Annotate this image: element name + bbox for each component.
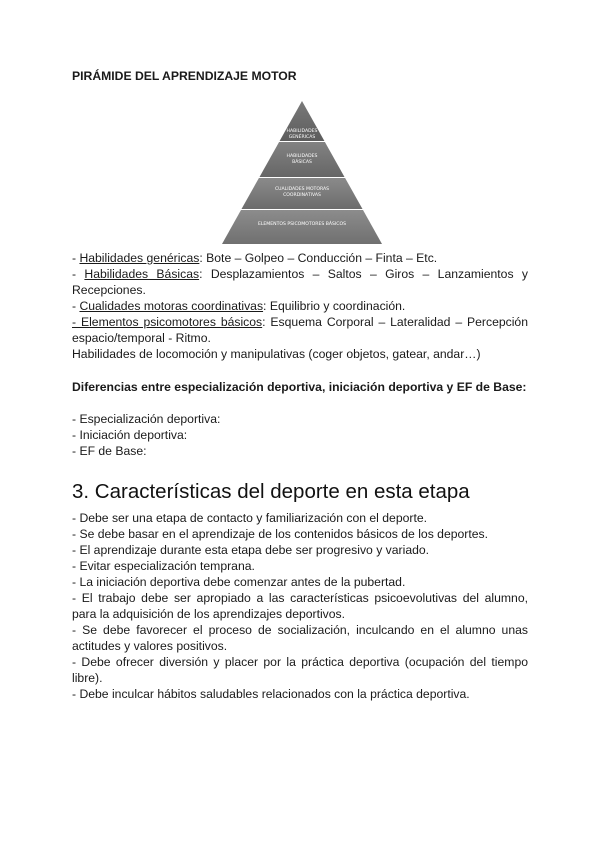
pyramid-label-3a: CUALIDADES MOTORAS — [274, 187, 330, 192]
pyramid-label-1a: HABILIDADES — [286, 129, 318, 134]
differences-heading: Diferencias entre especialización deportiva, iniciación deportiva y EF de Base: — [72, 380, 527, 394]
list-item: - Debe ofrecer diversión y placer por la práctica deportiva (ocupación del tiempo libre). — [72, 655, 528, 685]
list-item-text: : Desplazamientos – Saltos – Giros – Lanzamientos y Recepciones. — [72, 267, 528, 297]
locomotion-note: Habilidades de locomoción y manipulativas (coger objetos, gatear, andar…) — [72, 347, 481, 361]
pyramid-label-4a: ELEMENTOS PSICOMOTORES BÁSICOS — [257, 222, 347, 227]
list-item: - Especialización deportiva: — [72, 412, 221, 426]
pyramid-description-list — [72, 250, 528, 362]
list-item — [72, 266, 528, 298]
pyramid-label-2b: BÁSICAS — [292, 160, 312, 165]
list-item — [72, 250, 528, 266]
differences-block — [72, 379, 528, 459]
list-item: - Iniciación deportiva: — [72, 428, 188, 442]
pyramid-level-4 — [222, 210, 382, 244]
pyramid-label-1b: GENÉRICAS — [288, 135, 316, 140]
list-item: - EF de Base: — [72, 444, 147, 458]
list-item-prefix: - — [72, 251, 80, 265]
list-item — [72, 314, 528, 346]
list-item-term: Cualidades motoras coordinativas — [79, 299, 264, 313]
list-item-prefix: - — [72, 299, 80, 313]
list-item: - Debe ser una etapa de contacto y familiarización con el deporte. — [72, 511, 427, 525]
section-heading: 3. Características del deporte en esta etapa — [72, 480, 470, 503]
list-item: - La iniciación deportiva debe comenzar antes de la pubertad. — [72, 575, 406, 589]
list-item-term: - Elementos psicomotores básicos — [72, 315, 263, 329]
list-item-prefix: - — [72, 267, 85, 281]
pyramid-label-3b: COORDINATIVAS — [283, 193, 321, 198]
list-item-text: : Esquema Corporal – Lateralidad – Percepción espacio/temporal - Ritmo. — [72, 315, 528, 345]
list-item-term: Habilidades genéricas — [79, 251, 200, 265]
page-title: PIRÁMIDE DEL APRENDIZAJE MOTOR — [72, 69, 297, 83]
list-item: - Se debe favorecer el proceso de socialización, inculcando en el alumno unas actitudes y valores positivos. — [72, 623, 528, 653]
motor-learning-pyramid — [222, 99, 382, 245]
pyramid-graphic — [222, 99, 382, 245]
list-item: - El aprendizaje durante esta etapa debe ser progresivo y variado. — [72, 543, 430, 557]
list-item: - Evitar especialización temprana. — [72, 559, 255, 573]
pyramid-label-2a: HABILIDADES — [286, 154, 318, 159]
list-item-text: : Bote – Golpeo – Conducción – Finta – Etc. — [199, 251, 438, 265]
list-item: - Se debe basar en el aprendizaje de los contenidos básicos de los deportes. — [72, 527, 488, 541]
list-item-text: : Equilibrio y coordinación. — [263, 299, 406, 313]
list-item — [72, 298, 528, 314]
list-item-term: Habilidades Básicas — [84, 267, 200, 281]
section3-list — [72, 510, 528, 702]
list-item: - Debe inculcar hábitos saludables relacionados con la práctica deportiva. — [72, 687, 470, 701]
list-item: - El trabajo debe ser apropiado a las características psicoevolutivas del alumno, para la adquisición de los aprendizajes deportivos. — [72, 591, 528, 621]
